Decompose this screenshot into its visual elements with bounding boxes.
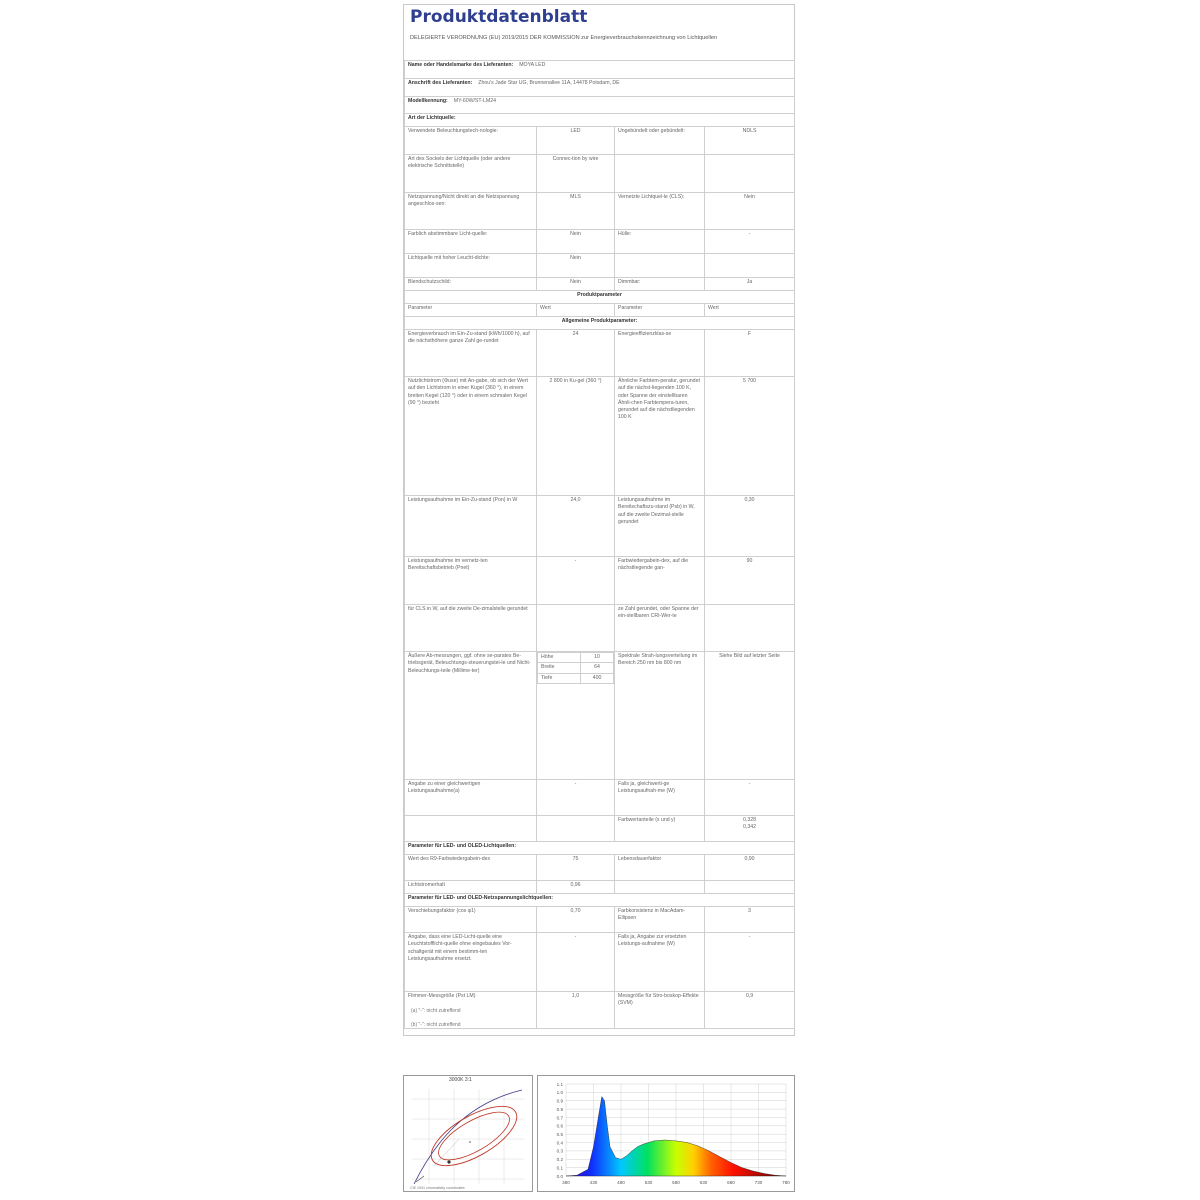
parameter-value bbox=[705, 155, 795, 193]
parameter-value: 75 bbox=[537, 855, 615, 881]
mains-header-row bbox=[405, 894, 795, 907]
column-header-value: Wert bbox=[537, 304, 615, 317]
parameter-name: Ähnliche Farbtem-peratur, gerundet auf die nächst-liegenden 100 K, oder Spanne der einstellbaren Ähnli-chen Farbtempera-turen, gerundet auf die nächstliegenden 100 K bbox=[615, 377, 705, 496]
parameter-row bbox=[405, 605, 795, 652]
y-tick-label: 0.1 bbox=[556, 1165, 563, 1171]
parameter-value: - bbox=[537, 933, 615, 992]
parameter-value: MLS bbox=[537, 193, 615, 230]
parameter-value bbox=[705, 881, 795, 894]
dimensions-subtable bbox=[537, 652, 614, 684]
parameter-value: NDLS bbox=[705, 127, 795, 155]
parameter-name: Farbkonsistenz in MacAdam-Ellipsen bbox=[615, 907, 705, 933]
parameter-row bbox=[405, 992, 795, 1029]
parameter-row bbox=[405, 377, 795, 496]
charts-row bbox=[403, 1075, 795, 1192]
spectrum-plot bbox=[538, 1076, 794, 1191]
parameter-value: F bbox=[705, 330, 795, 377]
parameter-value: - bbox=[705, 780, 795, 816]
footnote-b: (b) "-": nicht zutreffend bbox=[411, 1022, 461, 1028]
parameter-name: für CLS in W, auf die zweite De-zimalstelle gerundet bbox=[405, 605, 537, 652]
parameter-row bbox=[405, 855, 795, 881]
parameter-value: 0,96 bbox=[537, 881, 615, 894]
parameter-row bbox=[405, 254, 795, 278]
type-header-row-label: Art der Lichtquelle: bbox=[408, 115, 456, 121]
parameter-name: Ungebündelt oder gebündelt: bbox=[615, 127, 705, 155]
parameter-name: Angabe zu einer gleichwertigen Leistungsaufnahme(a) bbox=[405, 780, 537, 816]
supplier-address-row-label: Anschrift des Lieferanten: bbox=[408, 80, 473, 86]
dimension-row bbox=[538, 663, 614, 673]
parameter-value: Nein bbox=[537, 278, 615, 291]
parameter-value bbox=[537, 605, 615, 652]
parameter-name: Farbwertanteile (x und y) bbox=[615, 816, 705, 842]
parameter-row bbox=[405, 330, 795, 377]
general-header-row bbox=[405, 317, 795, 330]
parameter-value: Ja bbox=[705, 278, 795, 291]
parameter-value: 2 800 in Ku-gel (360 °) bbox=[537, 377, 615, 496]
y-tick-label: 0.4 bbox=[556, 1140, 563, 1146]
parameter-row bbox=[405, 933, 795, 992]
parameter-name: Lichtstromerhalt bbox=[405, 881, 537, 894]
supplier-address-row-value: Zhou's Jade Star UG, Brunnenallee 11A, 14478 Potsdam, DE bbox=[478, 80, 620, 86]
led-header: Parameter für LED- und OLED-Lichtquellen: bbox=[405, 842, 795, 855]
model-row bbox=[405, 97, 795, 114]
x-tick-label: 680 bbox=[727, 1180, 735, 1185]
column-header-value: Wert bbox=[705, 304, 795, 317]
parameter-name: Netzspannung/Nicht direkt an die Netzspannung angeschlos-sen: bbox=[405, 193, 537, 230]
parameter-value: - bbox=[537, 780, 615, 816]
dimension-value: 10 bbox=[581, 653, 614, 663]
parameter-name: Lebensdauerfaktor bbox=[615, 855, 705, 881]
x-tick-label: 730 bbox=[754, 1180, 763, 1185]
x-tick-label: 380 bbox=[562, 1180, 570, 1185]
parameter-value: Siehe Bild auf letzter Seite bbox=[705, 652, 795, 780]
parameter-value: 24,0 bbox=[537, 496, 615, 557]
parameter-value: 24 bbox=[537, 330, 615, 377]
parameter-name: Farblich abstimmbare Licht-quelle: bbox=[405, 230, 537, 254]
parameter-name: Nutzlichtstrom (Φuse) mit An-gabe, ob sich der Wert auf den Lichtstrom in einer Kugel (360 °), in einem breiten Kegel (120 °) oder in einem schmalen Kegel (90 °) bezieht bbox=[405, 377, 537, 496]
type-header-row bbox=[405, 114, 795, 127]
dimension-name: Tiefe bbox=[538, 673, 581, 683]
parameter-row bbox=[405, 557, 795, 605]
params-header-row bbox=[405, 291, 795, 304]
model-row-value: MY-60W/ST-LM24 bbox=[453, 98, 496, 104]
x-tick-label: 630 bbox=[699, 1180, 708, 1185]
cie-footer: CIE 1931 chromaticity coordinates bbox=[410, 1186, 465, 1190]
parameter-name: Wert des R9-Farbwiedergabein-dex bbox=[405, 855, 537, 881]
dimensions-label: Äußere Ab-messungen, ggf. ohne se-parates Be-triebsgerät, Beleuchtungs-steuerungstei-le und Nicht-Beleuchtungs-teile (Millime-ter) bbox=[405, 652, 537, 780]
dimension-value: 64 bbox=[581, 663, 614, 673]
parameter-name: Verwendete Beleuchtungstech-nologie: bbox=[405, 127, 537, 155]
supplier-name-row-label: Name oder Handelsmarke des Lieferanten: bbox=[408, 62, 514, 68]
supplier-address-row-cell bbox=[405, 79, 795, 97]
column-header-row bbox=[405, 304, 795, 317]
parameter-name bbox=[615, 881, 705, 894]
parameter-value: Nein bbox=[705, 193, 795, 230]
parameter-value: 1,0 bbox=[537, 992, 615, 1029]
y-tick-label: 0.9 bbox=[556, 1098, 563, 1104]
y-tick-label: 1.0 bbox=[556, 1090, 563, 1096]
parameter-name: Farbwiedergabein-dex, auf die nächstliegende gan- bbox=[615, 557, 705, 605]
parameter-row bbox=[405, 193, 795, 230]
type-header-row-cell bbox=[405, 114, 795, 127]
parameter-name: Leistungsaufnahme im vernetz-ten Bereitschaftsbetrieb (Pnet) bbox=[405, 557, 537, 605]
dimension-row bbox=[538, 673, 614, 683]
cie-plot bbox=[404, 1084, 532, 1189]
column-header-parameter: Parameter bbox=[405, 304, 537, 317]
parameter-value: 90 bbox=[705, 557, 795, 605]
column-header-parameter: Parameter bbox=[615, 304, 705, 317]
model-row-label: Modellkennung: bbox=[408, 98, 448, 104]
parameter-row bbox=[405, 496, 795, 557]
parameter-name bbox=[615, 254, 705, 278]
parameter-value: 3 bbox=[705, 907, 795, 933]
parameter-name: Energieeffizienzklas-se bbox=[615, 330, 705, 377]
spectrum-chart bbox=[537, 1075, 795, 1192]
cie-diagram bbox=[403, 1075, 533, 1192]
dimension-name: Breite bbox=[538, 663, 581, 673]
parameter-row bbox=[405, 907, 795, 933]
supplier-name-row bbox=[405, 61, 795, 79]
regulation-subtitle: DELEGIERTE VERORDNUNG (EU) 2019/2015 DER KOMMISSION zur Energieverbrauchskennzeichnung von Lichtquellen bbox=[410, 35, 718, 41]
parameter-name: Falls ja, Angabe zur ersetzten Leistungs-aufnahme (W) bbox=[615, 933, 705, 992]
y-tick-label: 0.8 bbox=[556, 1106, 563, 1112]
parameter-value bbox=[705, 254, 795, 278]
supplier-name-row-cell bbox=[405, 61, 795, 79]
parameter-name: Art des Sockels der Lichtquelle (oder andere elektrische Schnittstelle) bbox=[405, 155, 537, 193]
parameter-row bbox=[405, 881, 795, 894]
parameter-value: 0,30 bbox=[705, 496, 795, 557]
page-title: Produktdatenblatt bbox=[410, 7, 588, 27]
y-tick-label: 0.6 bbox=[556, 1123, 563, 1129]
parameter-value: 0,9 bbox=[705, 992, 795, 1029]
dimension-value: 400 bbox=[581, 673, 614, 683]
x-tick-label: 580 bbox=[672, 1180, 680, 1185]
supplier-address-row bbox=[405, 79, 795, 97]
parameter-value: Nein bbox=[537, 254, 615, 278]
x-tick-label: 430 bbox=[589, 1180, 598, 1185]
x-tick-label: 530 bbox=[644, 1180, 653, 1185]
parameter-name: Leistungsaufnahme im Bereitschaftszu-stand (Psb) in W, auf die zweite Dezimal-stelle gerundet bbox=[615, 496, 705, 557]
parameter-value: - bbox=[705, 933, 795, 992]
parameter-name: Angabe, dass eine LED-Licht-quelle eine Leuchtstofflicht-quelle ohne eingebautes Vor-schaltgerät mit einem bestimm-ten Leistungsaufnahme ersetzt. bbox=[405, 933, 537, 992]
parameter-value: 0,70 bbox=[537, 907, 615, 933]
dimension-row bbox=[538, 653, 614, 663]
parameter-value: - bbox=[705, 230, 795, 254]
parameter-value bbox=[537, 816, 615, 842]
parameter-row bbox=[405, 816, 795, 842]
led-header-row bbox=[405, 842, 795, 855]
parameter-value: 0,90 bbox=[705, 855, 795, 881]
mains-header: Parameter für LED- und OLED-Netzspannungslichtquellen: bbox=[405, 894, 795, 907]
y-tick-label: 0.2 bbox=[556, 1157, 563, 1163]
parameter-name bbox=[405, 816, 537, 842]
y-tick-label: 0.3 bbox=[556, 1148, 563, 1154]
y-tick-label: 1.1 bbox=[556, 1081, 563, 1087]
footnote-a: (a) "-": nicht zutreffend bbox=[411, 1008, 461, 1014]
parameter-row bbox=[405, 127, 795, 155]
dimension-name: Höhe bbox=[538, 653, 581, 663]
parameter-name: Verschiebungsfaktor (cos φ1) bbox=[405, 907, 537, 933]
cie-label: 3000K 3:1 bbox=[449, 1077, 472, 1083]
parameter-name: Hülle: bbox=[615, 230, 705, 254]
parameter-name: Leistungsaufnahme im Ein-Zu-stand (Pon) in W bbox=[405, 496, 537, 557]
x-tick-label: 780 bbox=[782, 1180, 790, 1185]
params-header: Produktparameter bbox=[405, 291, 795, 304]
parameter-name bbox=[615, 155, 705, 193]
y-tick-label: 0.7 bbox=[556, 1115, 563, 1121]
parameter-name: Falls ja, gleichwerti-ge Leistungsaufnah-me (W) bbox=[615, 780, 705, 816]
datasheet-table bbox=[404, 60, 795, 1029]
parameter-row bbox=[405, 230, 795, 254]
parameter-row bbox=[405, 278, 795, 291]
datasheet-page bbox=[403, 4, 795, 1036]
parameter-row bbox=[405, 780, 795, 816]
parameter-value: Nein bbox=[537, 230, 615, 254]
general-header: Allgemeine Produktparameter: bbox=[405, 317, 795, 330]
parameter-name: Spektrale Strah-lungsverteilung im Bereich 250 nm bis 800 nm bbox=[615, 652, 705, 780]
parameter-name: Energieverbrauch im Ein-Zu-stand (kWh/1000 h), auf die nächsthöhere ganze Zahl ge-rundet bbox=[405, 330, 537, 377]
parameter-value: 5 700 bbox=[705, 377, 795, 496]
parameter-name: ze Zahl gerundet, oder Spanne der ein-stellbaren CRI-Wer-te bbox=[615, 605, 705, 652]
x-tick-label: 480 bbox=[617, 1180, 625, 1185]
model-row-cell bbox=[405, 97, 795, 114]
parameter-name: Vernetzte Lichtquel-le (CLS): bbox=[615, 193, 705, 230]
y-tick-label: 0.5 bbox=[556, 1131, 563, 1137]
parameter-value: LED bbox=[537, 127, 615, 155]
supplier-name-row-value: MOYA LED bbox=[519, 62, 546, 68]
dimensions-values bbox=[537, 652, 615, 780]
y-tick-label: 0.0 bbox=[556, 1173, 563, 1179]
parameter-name: Lichtquelle mit hoher Leucht-dichte: bbox=[405, 254, 537, 278]
dimensions-row bbox=[405, 652, 795, 780]
parameter-name: Messgröße für Stro-boskop-Effekte (SVM) bbox=[615, 992, 705, 1029]
parameter-value: Connec-tion by wire bbox=[537, 155, 615, 193]
parameter-name: Blendschutzschild: bbox=[405, 278, 537, 291]
parameter-value: 0,328 0,342 bbox=[705, 816, 795, 842]
parameter-name: Dimmbar: bbox=[615, 278, 705, 291]
parameter-name: Flimmer-Messgröße (Pst LM) bbox=[405, 992, 537, 1029]
parameter-row bbox=[405, 155, 795, 193]
parameter-value bbox=[705, 605, 795, 652]
parameter-value: - bbox=[537, 557, 615, 605]
